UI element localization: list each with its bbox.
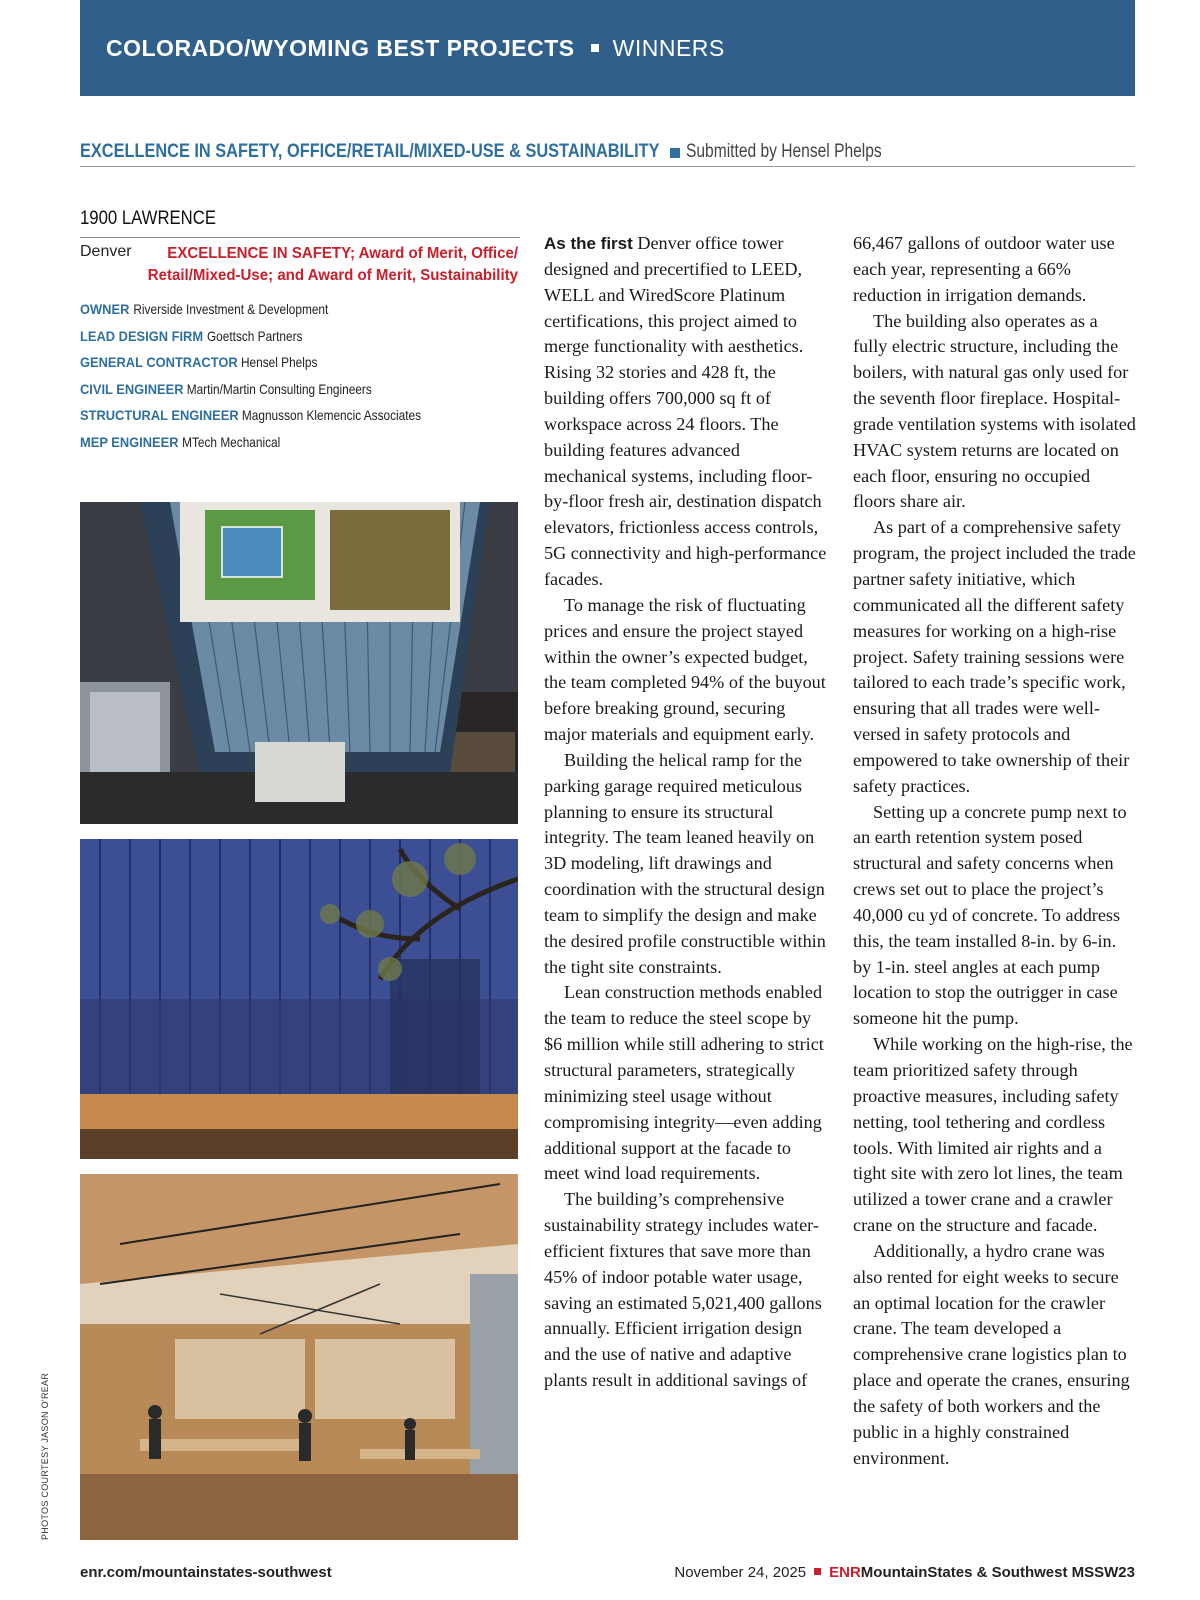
credit-role: CIVIL ENGINEER: [80, 380, 184, 397]
article-lead: As the first: [544, 234, 633, 253]
footer-brand: ENR: [829, 1564, 861, 1581]
footer-separator-square: [814, 1568, 821, 1575]
footer-publication-info: [674, 1564, 1135, 1581]
credit-row: [80, 349, 520, 376]
credit-role: LEAD DESIGN FIRM: [80, 327, 204, 344]
credit-name: Martin/Martin Consulting Engineers: [187, 380, 373, 397]
banner-title: COLORADO/WYOMING BEST PROJECTS: [106, 34, 575, 61]
project-awards: EXCELLENCE IN SAFETY; Award of Merit, Office/ Retail/Mixed-Use; and Award of Merit, Sustainability: [147, 245, 518, 284]
project-title-text: 1900 LAWRENCE: [80, 208, 216, 229]
credit-row: [80, 376, 520, 403]
footer-magazine: MountainStates & Southwest: [860, 1564, 1068, 1581]
tower-dusk-photo: [80, 839, 518, 1159]
banner-separator-square: [591, 44, 599, 52]
credit-role: GENERAL CONTRACTOR: [80, 354, 238, 370]
article-paragraph: To manage the risk of fluctuating prices and ensure the project stayed within the owner’s expected budget, the team completed 94% of the buyout before breaking ground, securing major materials and equipment early.: [544, 594, 826, 745]
article-paragraph: Building the helical ramp for the parking garage required meticulous planning to ensure its structural integrity. The team leaned heavily on 3D modeling, lift drawings and coordination with the structural design team to simplify the design and make the desired profile constructible within the tight site constraints.: [544, 749, 826, 977]
submitted-by: Submitted by Hensel Phelps: [685, 141, 882, 162]
photo-credit: PHOTOS COURTESY JASON O'REAR: [40, 1372, 50, 1540]
page-footer: [80, 1564, 1135, 1586]
project-city: Denver: [80, 243, 132, 260]
article-paragraph: Additionally, a hydro crane was also rented for eight weeks to secure an optimal location for the crawler crane. The team developed a comprehensive crane logistics plan to place and operate the cranes, ensuring the safety of both workers and the public in a highly constrained environment.: [853, 1240, 1130, 1468]
article-column-2: [853, 231, 1136, 1472]
footer-page-number: MSSW23: [1071, 1564, 1135, 1581]
project-title: [80, 208, 520, 238]
article-paragraph: Lean construction methods enabled the team to reduce the steel scope by $6 million while still adhering to strict structural parameters, strategically minimizing steel usage without compromising integrity—even adding additional support at the facade to meet wind load requirements.: [544, 982, 824, 1184]
section-heading: [80, 137, 1135, 167]
credit-row: [80, 323, 520, 350]
article-column-1: [544, 231, 827, 1394]
footer-url[interactable]: enr.com/mountainstates-southwest: [80, 1564, 332, 1581]
footer-date: November 24, 2025: [674, 1564, 807, 1581]
article-text: Denver office tower designed and precertified to LEED, WELL and WiredScore Platinum certifications, this project aimed to merge functionality with aesthetics. Rising 32 stories and 428 ft, the building offers 700,000 sq ft of workspace across 24 floors. The building features advanced mechanical systems, including floor-by-floor fresh air, destination dispatch elevators, frictionless access controls, 5G connectivity and high-performance facades.: [544, 233, 827, 589]
article-paragraph: While working on the high-rise, the team prioritized safety through proactive measures, including safety netting, tool tethering and cordless tools. With limited air rights and a tight site with zero lot lines, the team utilized a tower crane and a crawler crane on the structure and facade.: [853, 1034, 1133, 1236]
interior-lobby-illustration: [80, 1174, 518, 1540]
credit-name: Goettsch Partners: [206, 327, 303, 344]
credit-name: Riverside Investment & Development: [132, 301, 328, 317]
aerial-tower-photo: [80, 502, 518, 824]
article-paragraph: The building’s comprehensive sustainability strategy includes water-efficient fixtures that save more than 45% of indoor potable water usage, saving an estimated 5,021,400 gallons annually. Efficient irrigation design and the use of native and adaptive plants result in additional savings of: [544, 1189, 822, 1391]
credit-name: MTech Mechanical: [182, 433, 281, 450]
header-banner: [80, 0, 1135, 96]
award-categories: EXCELLENCE IN SAFETY, OFFICE/RETAIL/MIXED-USE & SUSTAINABILITY: [80, 141, 660, 162]
interior-lobby-photo: [80, 1174, 518, 1540]
aerial-tower-illustration: [80, 502, 518, 824]
credit-role: OWNER: [80, 301, 130, 317]
article-paragraph: The building also operates as a fully electric structure, including the boilers, with natural gas only used for the seventh floor fireplace. Hospital-grade ventilation systems with isolated HVAC system returns are located on each floor, ensuring no occupied floors share air.: [853, 310, 1136, 512]
banner-subtitle: WINNERS: [612, 34, 725, 61]
article-paragraph: [544, 231, 827, 593]
article-paragraph: 66,467 gallons of outdoor water use each year, representing a 66% reduction in irrigation demands.: [853, 233, 1115, 305]
project-credits: [80, 296, 520, 455]
credit-row: [80, 402, 520, 429]
section-separator-square: [670, 148, 680, 158]
credit-role: STRUCTURAL ENGINEER: [80, 407, 239, 423]
tower-dusk-illustration: [80, 839, 518, 1159]
credit-name: Magnusson Klemencic Associates: [242, 407, 422, 423]
credit-role: MEP ENGINEER: [80, 433, 179, 450]
article-paragraph: As part of a comprehensive safety program, the project included the trade partner safety initiative, which communicated all the different safety measures for working on a high-rise project. Safety training sessions were tailored to each trade’s specific work, ensuring that all trades were well-versed in safety protocols and empowered to take ownership of their safety practices.: [853, 517, 1136, 796]
credit-row: [80, 296, 520, 323]
article-paragraph: Setting up a concrete pump next to an earth retention system posed structural and safety concerns when crews set out to place the project’s 40,000 cu yd of concrete. To address this, the team installed 8-in. by 6-in. by 1-in. steel angles at each pump location to stop the outrigger in case someone hit the pump.: [853, 801, 1127, 1029]
credit-name: Hensel Phelps: [241, 354, 318, 370]
credit-row: [80, 429, 520, 456]
